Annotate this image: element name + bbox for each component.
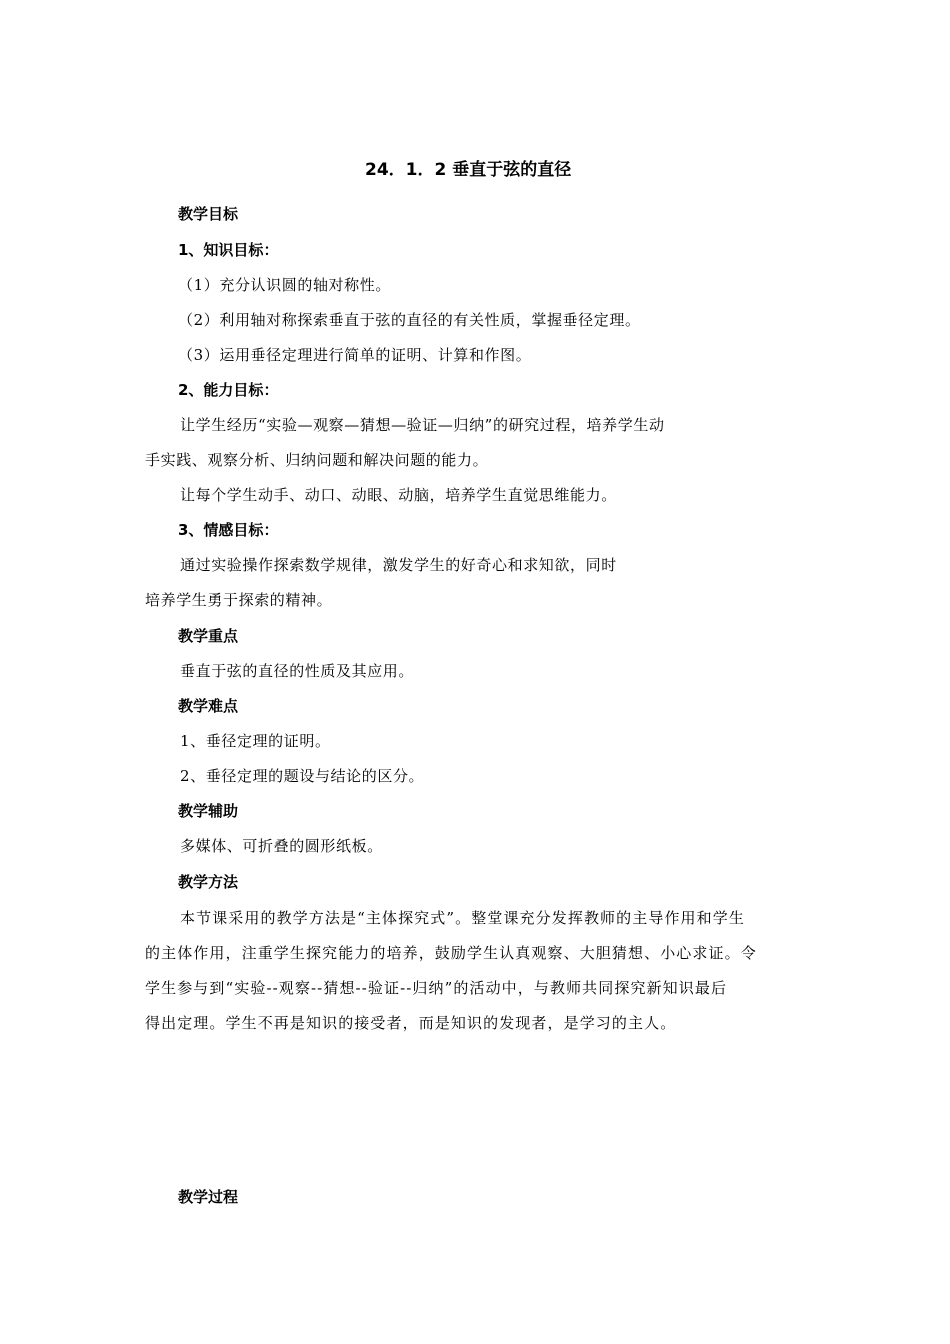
- section-heading-method: 教学方法: [178, 873, 239, 891]
- method-paragraph-line: 学生参与到“实验--观察--猜想--验证--归纳”的活动中，与教师共同探究新知识最后: [145, 979, 728, 997]
- ability-paragraph-line: 让学生经历“实验—观察—猜想—验证—归纳”的研究过程，培养学生动: [180, 416, 665, 434]
- knowledge-item: （1）充分认识圆的轴对称性。: [178, 276, 391, 294]
- method-paragraph-line: 本节课采用的教学方法是“主体探究式”。整堂课充分发挥教师的主导作用和学生: [180, 909, 745, 927]
- method-paragraph-line: 得出定理。学生不再是知识的接受者，而是知识的发现者，是学习的主人。: [145, 1014, 677, 1032]
- document-title: 24．1．2 垂直于弦的直径: [365, 160, 572, 180]
- emotion-paragraph-line: 通过实验操作探索数学规律，激发学生的好奇心和求知欲，同时: [180, 556, 617, 574]
- emotion-paragraph-line: 培养学生勇于探索的精神。: [145, 591, 333, 609]
- difficulty-item: 1、垂径定理的证明。: [180, 732, 331, 750]
- section-heading-key-point: 教学重点: [178, 627, 239, 645]
- knowledge-item: （2）利用轴对称探索垂直于弦的直径的有关性质，掌握垂径定理。: [178, 311, 641, 329]
- ability-paragraph: 让每个学生动手、动口、动眼、动脑，培养学生直觉思维能力。: [180, 486, 617, 504]
- difficulty-item: 2、垂径定理的题设与结论的区分。: [180, 767, 425, 785]
- section-heading-difficulty: 教学难点: [178, 697, 239, 715]
- section-heading-objectives: 教学目标: [178, 205, 239, 223]
- section-heading-aids: 教学辅助: [178, 802, 239, 820]
- subheading-emotion-objectives: 3、情感目标：: [178, 521, 279, 539]
- method-paragraph-line: 的主体作用，注重学生探究能力的培养，鼓励学生认真观察、大胆猜想、小心求证。令: [145, 944, 757, 962]
- aids-text: 多媒体、可折叠的圆形纸板。: [180, 837, 383, 855]
- subheading-knowledge-objectives: 1、知识目标：: [178, 241, 279, 259]
- subheading-ability-objectives: 2、能力目标：: [178, 381, 279, 399]
- ability-paragraph-line: 手实践、观察分析、归纳问题和解决问题的能力。: [145, 451, 489, 469]
- key-point-text: 垂直于弦的直径的性质及其应用。: [180, 662, 415, 680]
- knowledge-item: （3）运用垂径定理进行简单的证明、计算和作图。: [178, 346, 532, 364]
- section-heading-process: 教学过程: [178, 1188, 239, 1206]
